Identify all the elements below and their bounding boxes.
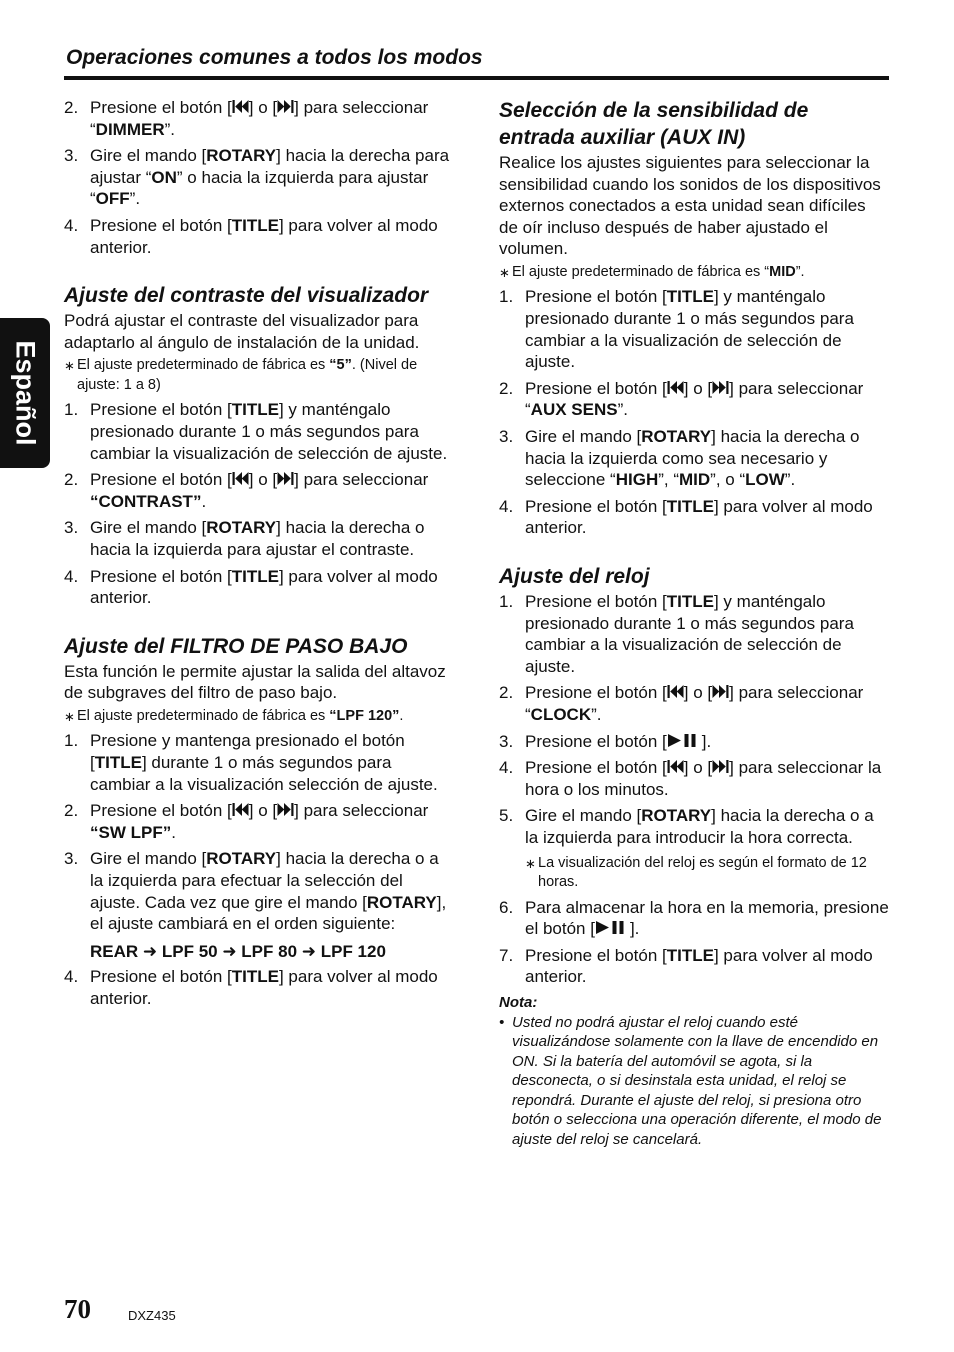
- text-span: El ajuste predeterminado de fábrica es: [77, 707, 330, 724]
- text-span: TITLE: [666, 945, 714, 965]
- text-span: ] hacia la derecha o a la izquierda para efectuar la selección del ajuste. Cada vez que gire el mando [: [90, 849, 439, 912]
- list-item: [64, 215, 456, 258]
- skip-forward-icon: [712, 758, 729, 777]
- skip-back-icon: [232, 98, 249, 117]
- skip-back-icon: [232, 470, 249, 489]
- text-span: ] para seleccionar la hora o los minutos.: [525, 758, 882, 799]
- text-span: “CONTRAST”: [90, 491, 202, 511]
- skip-back-icon: [667, 683, 684, 702]
- list-number: 5.: [499, 806, 514, 826]
- language-tab-label: Español: [10, 340, 41, 446]
- page-number: 70: [64, 1294, 91, 1324]
- text-span: Gire el mando [: [525, 427, 642, 447]
- text-span: TITLE: [666, 496, 714, 516]
- text-span: ” o hacia la izquierda para ajustar “: [90, 167, 429, 209]
- list-number: 3.: [499, 731, 514, 751]
- list-number: 2.: [64, 98, 79, 117]
- text-span: ] para volver al modo anterior.: [525, 945, 873, 987]
- text-span: AUX SENS: [530, 400, 618, 420]
- list-item: [64, 730, 456, 795]
- text-span: El ajuste predeterminado de fábrica es “: [512, 263, 770, 280]
- play-pause-icon: [667, 732, 702, 751]
- text-span: Presione el botón [: [90, 566, 232, 586]
- play-pause-icon: [595, 919, 630, 938]
- skip-back-icon: [232, 801, 249, 820]
- text-span: ] o [: [683, 683, 713, 703]
- text-span: Presione el botón [: [525, 287, 667, 307]
- text-span: •: [499, 1013, 505, 1031]
- list-number: 3.: [64, 849, 79, 869]
- text-span: CLOCK: [530, 704, 592, 724]
- list-item: [64, 399, 456, 464]
- text-span: LOW: [745, 470, 785, 490]
- section-title-aux: Selección de la sensibilidad de entrada auxiliar (AUX IN): [499, 99, 809, 149]
- right-column: [499, 97, 889, 1149]
- text-span: Presione el botón [: [90, 215, 232, 235]
- list-item: [64, 966, 456, 1009]
- text-span: ] durante 1 o más segundos para cambiar a la visualización selección de ajuste.: [90, 752, 438, 794]
- page-header-title: Operaciones comunes a todos los modos: [66, 46, 483, 69]
- text-span: ].: [629, 919, 640, 939]
- list-number: 3.: [64, 518, 79, 538]
- text-span: Gire el mando [: [90, 146, 207, 166]
- note-label: Nota:: [499, 993, 538, 1011]
- clock-format-note: [525, 854, 889, 893]
- list-item: [64, 517, 456, 560]
- section-title-clock: Ajuste del reloj: [499, 565, 650, 588]
- list-item: [64, 566, 456, 609]
- text-span: .: [399, 707, 404, 724]
- list-number: 2.: [499, 378, 514, 398]
- text-span: ROTARY: [206, 518, 277, 538]
- text-span: OFF: [95, 189, 130, 209]
- text-span: ”.: [795, 263, 805, 280]
- text-span: TITLE: [666, 287, 714, 307]
- text-span: DIMMER: [95, 119, 165, 139]
- note-body: [499, 1013, 889, 1150]
- default-note: [499, 263, 889, 283]
- list-number: 1.: [64, 400, 79, 420]
- text-span: ] o [: [248, 98, 278, 117]
- text-span: ∗: [525, 855, 536, 871]
- list-item: [64, 469, 456, 512]
- list-number: 4.: [499, 496, 514, 516]
- text-span: Presione el botón [: [525, 758, 667, 778]
- list-item: [64, 800, 456, 843]
- text-span: ] y manténgalo presionado durante 1 o más segundos para cambiar a la visualización de selección de ajuste.: [525, 287, 854, 372]
- list-number: 1.: [499, 592, 514, 611]
- list-item: [499, 757, 889, 800]
- text-span: Usted no podrá ajustar el reloj cuando esté visualizándose solamente con la llave de encendido en ON. Si la batería del automóvil se agota, si la desconecta, o si desinstala esta unidad, el reloj se repondrá. Durante el ajuste del reloj, si presiona otro botón o selecciona una operación diferente, el modo de ajuste del reloj se cancelará.: [512, 1013, 882, 1148]
- text-span: ] hacia la derecha o hacia la izquierda para ajustar el contraste.: [90, 518, 425, 559]
- text-span: .: [171, 822, 176, 842]
- model-number: DXZ435: [128, 1308, 176, 1323]
- list-item: [499, 945, 889, 988]
- text-span: ”.: [129, 189, 141, 209]
- text-span: Gire el mando [: [90, 518, 207, 538]
- text-span: TITLE: [231, 400, 279, 420]
- default-note: [64, 356, 456, 395]
- left-column: [64, 97, 456, 1015]
- skip-forward-icon: [712, 683, 729, 702]
- text-span: ON: [151, 167, 177, 187]
- text-span: ] para volver al modo anterior.: [90, 967, 438, 1008]
- text-span: ] y manténgalo presionado durante 1 o más segundos para cambiar a la visualización de selección de ajuste.: [525, 592, 854, 676]
- list-number: 4.: [499, 758, 514, 778]
- list-item: [499, 682, 889, 725]
- text-span: ] para seleccionar “: [525, 683, 864, 724]
- language-tab: [0, 318, 50, 468]
- text-span: .: [201, 491, 207, 511]
- list-item: [64, 145, 456, 210]
- text-span: ”, “: [658, 470, 679, 490]
- text-span: ”.: [617, 400, 628, 420]
- list-item: [499, 591, 889, 677]
- text-span: TITLE: [666, 592, 714, 611]
- list-item: [64, 97, 456, 140]
- list-item: [499, 897, 889, 940]
- text-span: ] para seleccionar: [294, 470, 429, 490]
- text-span: ] para volver al modo anterior.: [90, 215, 438, 257]
- list-item: [499, 731, 889, 753]
- section-intro: Esta función le permite ajustar la salida del altavoz de subgraves del filtro de paso bajo.: [64, 661, 446, 703]
- list-item: [499, 496, 889, 539]
- section-intro: Podrá ajustar el contraste del visualizador para adaptarlo al ángulo de instalación de la unidad.: [64, 311, 420, 352]
- text-span: ] o [: [248, 470, 278, 490]
- text-span: ] o [: [683, 758, 713, 778]
- text-span: TITLE: [231, 566, 279, 586]
- text-span: Presione el botón [: [90, 98, 232, 117]
- text-span: Presione el botón [: [90, 801, 232, 821]
- list-item: [499, 286, 889, 372]
- text-span: MID: [679, 470, 711, 490]
- skip-forward-icon: [277, 801, 294, 820]
- text-span: . (Nivel de ajuste: 1 a 8): [77, 357, 418, 393]
- text-span: Presione el botón [: [525, 592, 667, 611]
- list-number: 2.: [499, 683, 514, 703]
- text-span: ] para volver al modo anterior.: [90, 566, 438, 608]
- default-note: [64, 707, 456, 727]
- text-span: TITLE: [94, 752, 142, 772]
- text-span: Para almacenar la hora en la memoria, presione el botón [: [525, 897, 889, 939]
- text-span: “LPF 120”: [329, 707, 400, 724]
- text-span: Gire el mando [: [525, 806, 642, 826]
- list-number: 4.: [64, 215, 79, 235]
- text-span: ] para seleccionar: [294, 801, 429, 821]
- text-span: Presione el botón [: [525, 945, 667, 965]
- text-span: HIGH: [615, 470, 659, 490]
- text-span: Presione el botón [: [525, 731, 667, 751]
- list-number: 4.: [64, 566, 79, 586]
- text-span: Presione el botón [: [90, 400, 232, 420]
- skip-forward-icon: [712, 379, 729, 398]
- text-span: ], el ajuste cambiará en el orden siguiente:: [90, 892, 447, 934]
- text-span: ”.: [164, 119, 176, 139]
- text-span: ] hacia la derecha o a la izquierda para introducir la hora correcta.: [525, 806, 874, 847]
- text-span: La visualización del reloj es según el formato de 12 horas.: [538, 854, 867, 891]
- text-span: Presione el botón [: [90, 470, 232, 490]
- section-title-contrast: Ajuste del contraste del visualizador: [64, 284, 429, 308]
- text-span: ROTARY: [206, 849, 277, 869]
- list-item: [499, 426, 889, 491]
- text-span: ∗: [64, 708, 75, 724]
- text-span: ∗: [64, 358, 75, 374]
- text-span: Presione y mantenga presionado el botón [: [90, 731, 405, 772]
- skip-back-icon: [667, 379, 684, 398]
- list-number: 3.: [499, 427, 514, 447]
- text-span: Gire el mando [: [90, 849, 207, 869]
- text-span: ] hacia la derecha o hacia la izquierda como sea necesario y seleccione “: [525, 427, 860, 490]
- list-number: 3.: [64, 146, 79, 166]
- section-title-lpf: Ajuste del FILTRO DE PASO BAJO: [64, 634, 408, 658]
- text-span: “5”: [329, 357, 352, 374]
- list-number: 6.: [499, 897, 514, 917]
- text-span: ] para seleccionar “: [525, 378, 864, 420]
- text-span: El ajuste predeterminado de fábrica es: [77, 357, 330, 374]
- list-number: 4.: [64, 967, 79, 987]
- list-item: [64, 848, 456, 934]
- text-span: ROTARY: [206, 146, 277, 166]
- text-span: ”.: [784, 470, 796, 490]
- text-span: Presione el botón [: [525, 683, 667, 703]
- text-span: ].: [701, 731, 712, 751]
- text-span: ] hacia la derecha para ajustar “: [90, 146, 450, 187]
- list-number: 1.: [499, 287, 514, 307]
- list-number: 2.: [64, 470, 79, 490]
- list-number: 1.: [64, 731, 79, 751]
- list-item: [499, 378, 889, 421]
- text-span: TITLE: [231, 215, 279, 235]
- text-span: ROTARY: [641, 427, 712, 447]
- text-span: ROTARY: [641, 806, 712, 826]
- text-span: “SW LPF”: [90, 822, 172, 842]
- skip-back-icon: [667, 758, 684, 777]
- text-span: ] o [: [248, 801, 278, 821]
- list-number: 7.: [499, 945, 514, 965]
- header-rule: [64, 76, 889, 80]
- skip-forward-icon: [277, 470, 294, 489]
- text-span: ] o [: [683, 378, 713, 398]
- section-intro: Realice los ajustes siguientes para seleccionar la sensibilidad cuando los sonidos de los dispositivos externos conectados a esta unidad sean difíciles de oír incluso después de haber ajustado el volumen.: [499, 153, 881, 259]
- text-span: Presione el botón [: [525, 378, 667, 398]
- text-span: Presione el botón [: [525, 496, 667, 516]
- text-span: ] para seleccionar “: [90, 98, 429, 139]
- list-number: 2.: [64, 801, 79, 821]
- text-span: ROTARY: [366, 892, 437, 912]
- text-span: MID: [769, 263, 796, 280]
- text-span: ] para volver al modo anterior.: [525, 496, 873, 538]
- text-span: ] y manténgalo presionado durante 1 o más segundos para cambiar la visualización de selección de ajuste.: [90, 400, 448, 463]
- lpf-sequence: REAR ➜ LPF 50 ➜ LPF 80 ➜ LPF 120: [90, 941, 386, 961]
- text-span: ”.: [591, 704, 602, 724]
- text-span: ”, o “: [710, 470, 746, 490]
- text-span: ∗: [499, 264, 510, 280]
- list-item: [499, 805, 889, 848]
- text-span: Presione el botón [: [90, 967, 232, 987]
- skip-forward-icon: [277, 98, 294, 117]
- text-span: TITLE: [231, 967, 279, 987]
